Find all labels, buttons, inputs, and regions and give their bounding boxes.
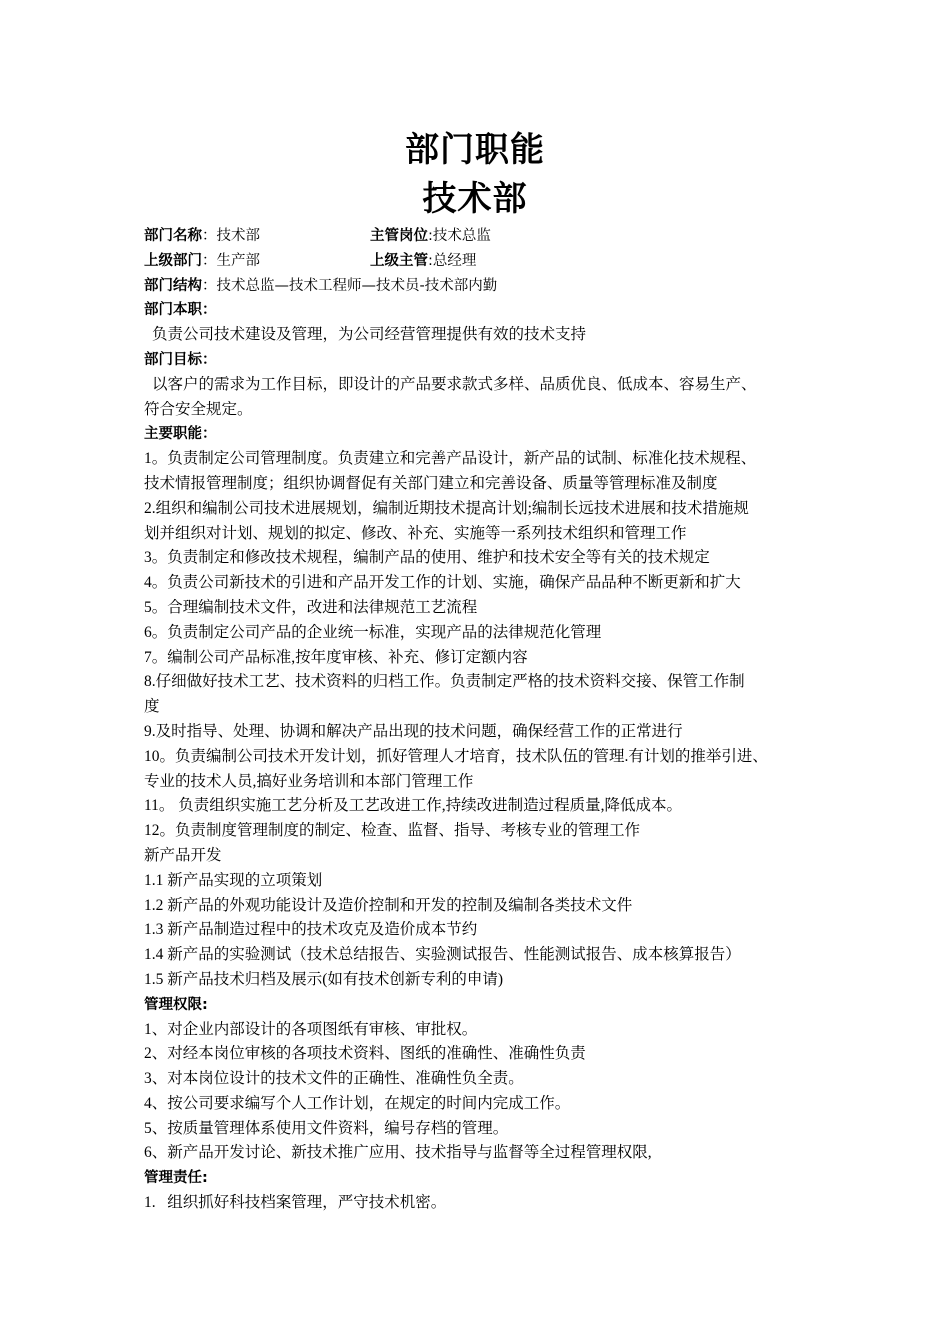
list-item: 6。负责制定公司产品的企业统一标准，实现产品的法律规范化管理 [144,623,602,641]
list-item: 6、新产品开发讨论、新技术推广应用、技术指导与监督等全过程管理权限, [144,1144,652,1162]
goal-text-line: 符合安全规定。 [144,400,253,418]
duty-text: 负责公司技术建设及管理，为公司经营管理提供有效的技术支持 [152,326,587,344]
upper-dept-value: 生产部 [216,252,260,269]
upper-supervisor-field [370,249,476,274]
list-item: 7。编制公司产品标准,按年度审核、补充、修订定额内容 [144,648,528,666]
list-item: 4。负责公司新技术的引进和产品开发工作的计划、实施，确保产品品种不断更新和扩大 [144,574,741,592]
list-item: 4、按公司要求编写个人工作计划，在规定的时间内完成工作。 [144,1094,571,1112]
list-item: 10。负责编制公司技术开发计划，抓好管理人才培育，技术队伍的管理.有计划的推举引进、 [144,747,768,765]
list-item: 12。负责制度管理制度的制定、检查、监督、指导、考核专业的管理工作 [144,822,641,840]
supervisor-value: :技术总监 [428,228,491,244]
responsibility-list [144,1191,844,1216]
authority-list [144,1018,844,1167]
list-item: 新产品开发 [144,846,222,864]
info-row-upper [144,249,844,274]
goal-heading: 部门目标： [144,351,217,368]
responsibility-heading: 管理责任: [144,1170,208,1187]
list-item: 专业的技术人员,搞好业务培训和本部门管理工作 [144,772,474,790]
list-item: 1. 组织抓好科技档案管理，严守技术机密。 [144,1194,447,1212]
upper-supervisor-label: 上级主管 [370,252,428,269]
supervisor-field [370,224,491,249]
structure-value: 技术总监—技术工程师—技术员-技术部内勤 [216,277,498,294]
structure-label: 部门结构 [144,277,202,294]
list-item: 5。合理编制技术文件，改进和法律规范工艺流程 [144,598,478,616]
duty-heading: 部门本职： [144,302,217,319]
list-item: 1.4 新产品的实验测试（技术总结报告、实验测试报告、性能测试报告、成本核算报告） [144,946,741,964]
page-subtitle: 技术部 [422,179,528,219]
structure-sep: ： [202,277,217,294]
dept-name-value: 技术部 [216,228,260,244]
upper-supervisor-value: :总经理 [428,252,477,269]
list-item: 1。负责制定公司管理制度。负责建立和完善产品设计，新产品的试制、标准化技术规程、 [144,450,757,468]
list-item: 1、对企业内部设计的各项图纸有审核、审批权。 [144,1020,478,1038]
upper-dept-sep: ： [202,252,217,269]
list-item: 技术情报管理制度；组织协调督促有关部门建立和完善设备、质量等管理标准及制度 [144,474,718,492]
list-item: 1.1 新产品实现的立项策划 [144,871,323,889]
dept-name-sep: ： [202,228,217,244]
list-item: 3。负责制定和修改技术规程，编制产品的使用、维护和技术安全等有关的技术规定 [144,549,710,567]
list-item: 划并组织对计划、规划的拟定、修改、补充、实施等一系列技术组织和管理工作 [144,524,687,542]
list-item: 1.5 新产品技术归档及展示(如有技术创新专利的申请) [144,970,504,988]
list-item: 度 [144,698,160,716]
info-row-dept [144,224,844,249]
list-item: 1.2 新产品的外观功能设计及造价控制和开发的控制及编制各类技术文件 [144,896,633,914]
list-item: 2、对经本岗位审核的各项技术资料、图纸的准确性、准确性负责 [144,1045,586,1063]
list-item: 2.组织和编制公司技术进展规划，编制近期技术提高计划;编制长远技术进展和技术措施规 [144,499,749,517]
authority-heading: 管理权限: [144,996,208,1013]
dept-name-label: 部门名称 [144,228,202,244]
supervisor-label: 主管岗位 [370,228,428,244]
list-item: 5、按质量管理体系使用文件资料，编号存档的管理。 [144,1119,509,1137]
list-item: 3、对本岗位设计的技术文件的正确性、准确性负全责。 [144,1070,524,1088]
page-title: 部门职能 [405,130,545,170]
document-body [144,224,844,1216]
functions-heading: 主要职能： [144,426,217,443]
list-item: 1.3 新产品制造过程中的技术攻克及造价成本节约 [144,921,478,939]
upper-dept-label: 上级部门 [144,252,202,269]
functions-list [144,447,844,993]
list-item: 8.仔细做好技术工艺、技术资料的归档工作。负责制定严格的技术资料交接、保管工作制 [144,673,745,691]
goal-text-line: 以客户的需求为工作目标，即设计的产品要求款式多样、品质优良、低成本、容易生产、 [152,375,757,393]
info-row-structure [144,274,844,299]
list-item: 9.及时指导、处理、协调和解决产品出现的技术问题，确保经营工作的正常进行 [144,722,683,740]
list-item: 11。 负责组织实施工艺分析及工艺改进工作,持续改进制造过程质量,降低成本。 [144,797,683,815]
